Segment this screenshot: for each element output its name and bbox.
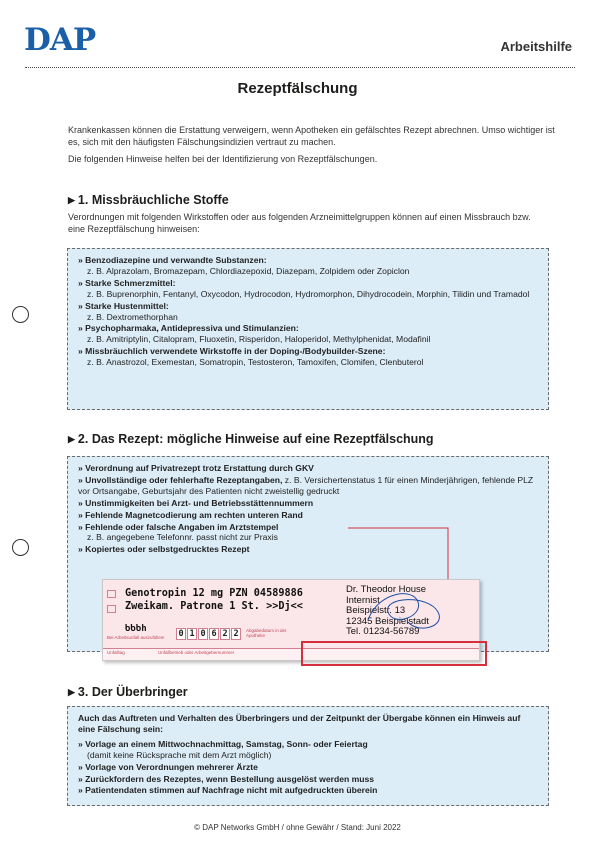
list-item: » Vorlage an einem Mittwochnachmittag, Samstag, Sonn- oder Feiertag (damit keine Rücksprache mit dem Arzt möglich) <box>78 738 368 760</box>
triangle-icon: ▶ <box>68 687 75 697</box>
rx-line-1: Genotropin 12 mg PZN 04589886 <box>125 588 303 599</box>
list-item: » Verordnung auf Privatrezept trotz Erstattung durch GKV <box>78 463 314 473</box>
list-item: » Benzodiazepine und verwandte Substanzen: z. B. Alprazolam, Bromazepam, Chlordiazepoxid, Diazepam, Zolpidem oder Zopiclon <box>78 255 410 276</box>
section3-heading: ▶ 3. Der Überbringer <box>68 685 188 699</box>
rx-checkbox <box>107 605 116 613</box>
footer: © DAP Networks GmbH / ohne Gewähr / Stand: Juni 2022 <box>194 823 401 832</box>
list-item: » Patientendaten stimmen auf Nachfrage nicht mit aufgedruckten überein <box>78 785 378 796</box>
section3-box <box>67 706 549 806</box>
section3-lead: Auch das Auftreten und Verhalten des Überbringers und der Zeitpunkt der Übergabe können ein Hinweis auf eine Fälschung sein: <box>78 713 521 734</box>
rx-line-2: Zweikam. Patrone 1 St. >>Dj<< <box>125 601 303 612</box>
rx-label-arbeitsunfall: Bei Arbeitsunfall auszufüllen! <box>107 635 165 640</box>
list-item: » Starke Schmerzmittel: z. B. Buprenorphin, Fentanyl, Oxycodon, Hydrocodon, Hydromorphon, Dihydrocodein, Morphin, Tilidin und Tramadol <box>78 277 530 299</box>
rx-checkbox <box>107 590 116 598</box>
list-item: » Unstimmigkeiten bei Arzt- und Betriebsstättennummern <box>78 497 314 508</box>
intro-paragraph: Krankenkassen können die Erstattung verweigern, wenn Apotheken ein gefälschtes Rezept abrechnen. Umso wichtiger ist es, sich mit den häufigsten Fälschungsindizien vertraut zu machen. <box>68 125 555 147</box>
list-item: » Vorlage von Verordnungen mehrerer Ärzte <box>78 761 258 772</box>
list-item: » Fehlende Magnetcodierung am rechten unteren Rand <box>78 509 303 520</box>
section1-lead: Verordnungen mit folgenden Wirkstoffen oder aus folgenden Arzneimittelgruppen können auf einen Missbrauch bzw. eine Rezeptfälschung hinweisen: <box>68 212 531 234</box>
list-item: » Fehlende oder falsche Angaben im Arztstempel z. B. angegebene Telefonnr. passt nicht zur Praxis <box>78 521 279 543</box>
triangle-icon: ▶ <box>68 195 75 205</box>
list-item: » Starke Hustenmittel: z. B. Dextromethorphan <box>78 300 178 322</box>
rx-label-abgabe: Abgabedatum in der Apotheke <box>246 628 287 638</box>
dap-logo: DAP <box>24 22 96 58</box>
rx-bottom-strip: Unfalltag Unfallbetrieb oder Arbeitgebernummer <box>103 648 479 660</box>
rx-stamp-code: ხხხh <box>125 624 147 634</box>
doctor-stamp: Dr. Theodor House Internist Beispielstr. 13 12345 Beispielstadt Tel. 01234-56789 <box>346 584 429 637</box>
triangle-icon: ▶ <box>68 434 75 444</box>
list-item: » Unvollständige oder fehlerhafte Rezeptangaben, z. B. Versichertenstatus 1 für einen Minderjährigen, fehlende PLZ vor Ortsangabe, Geburtsjahr des Patienten nicht zweistellig gedruckt <box>78 474 534 496</box>
signature-scribble <box>358 582 458 642</box>
rx-date-cells: 0 1 0 6 2 2 <box>176 628 242 640</box>
section1-heading: ▶ 1. Missbräuchliche Stoffe <box>68 193 229 207</box>
header-label: Arbeitshilfe <box>500 39 572 54</box>
list-item: » Missbräuchlich verwendete Wirkstoffe in der Doping-/Bodybuilder-Szene: z. B. Anastrozol, Exemestan, Somatropin, Testosteron, Tamoxifen, Clomifen, Clenbuterol <box>78 346 424 368</box>
list-item: » Psychopharmaka, Antidepressiva und Stimulanzien: z. B. Amitriptylin, Citalopram, Fluoxetin, Risperidon, Haloperidol, Methylphenidat, Modafinil <box>78 323 431 345</box>
intro-paragraph: Die folgenden Hinweise helfen bei der Identifizierung von Rezeptfälschungen. <box>68 154 378 164</box>
section2-heading: ▶ 2. Das Rezept: mögliche Hinweise auf eine Rezeptfälschung <box>68 432 434 446</box>
page-title: Rezeptfälschung <box>237 80 358 97</box>
list-item: » Zurückfordern des Rezeptes, wenn Bestellung ausgelöst werden muss <box>78 773 375 784</box>
list-item: » Kopiertes oder selbstgedrucktes Rezept <box>78 544 250 555</box>
magnet-strip-highlight <box>301 641 487 666</box>
